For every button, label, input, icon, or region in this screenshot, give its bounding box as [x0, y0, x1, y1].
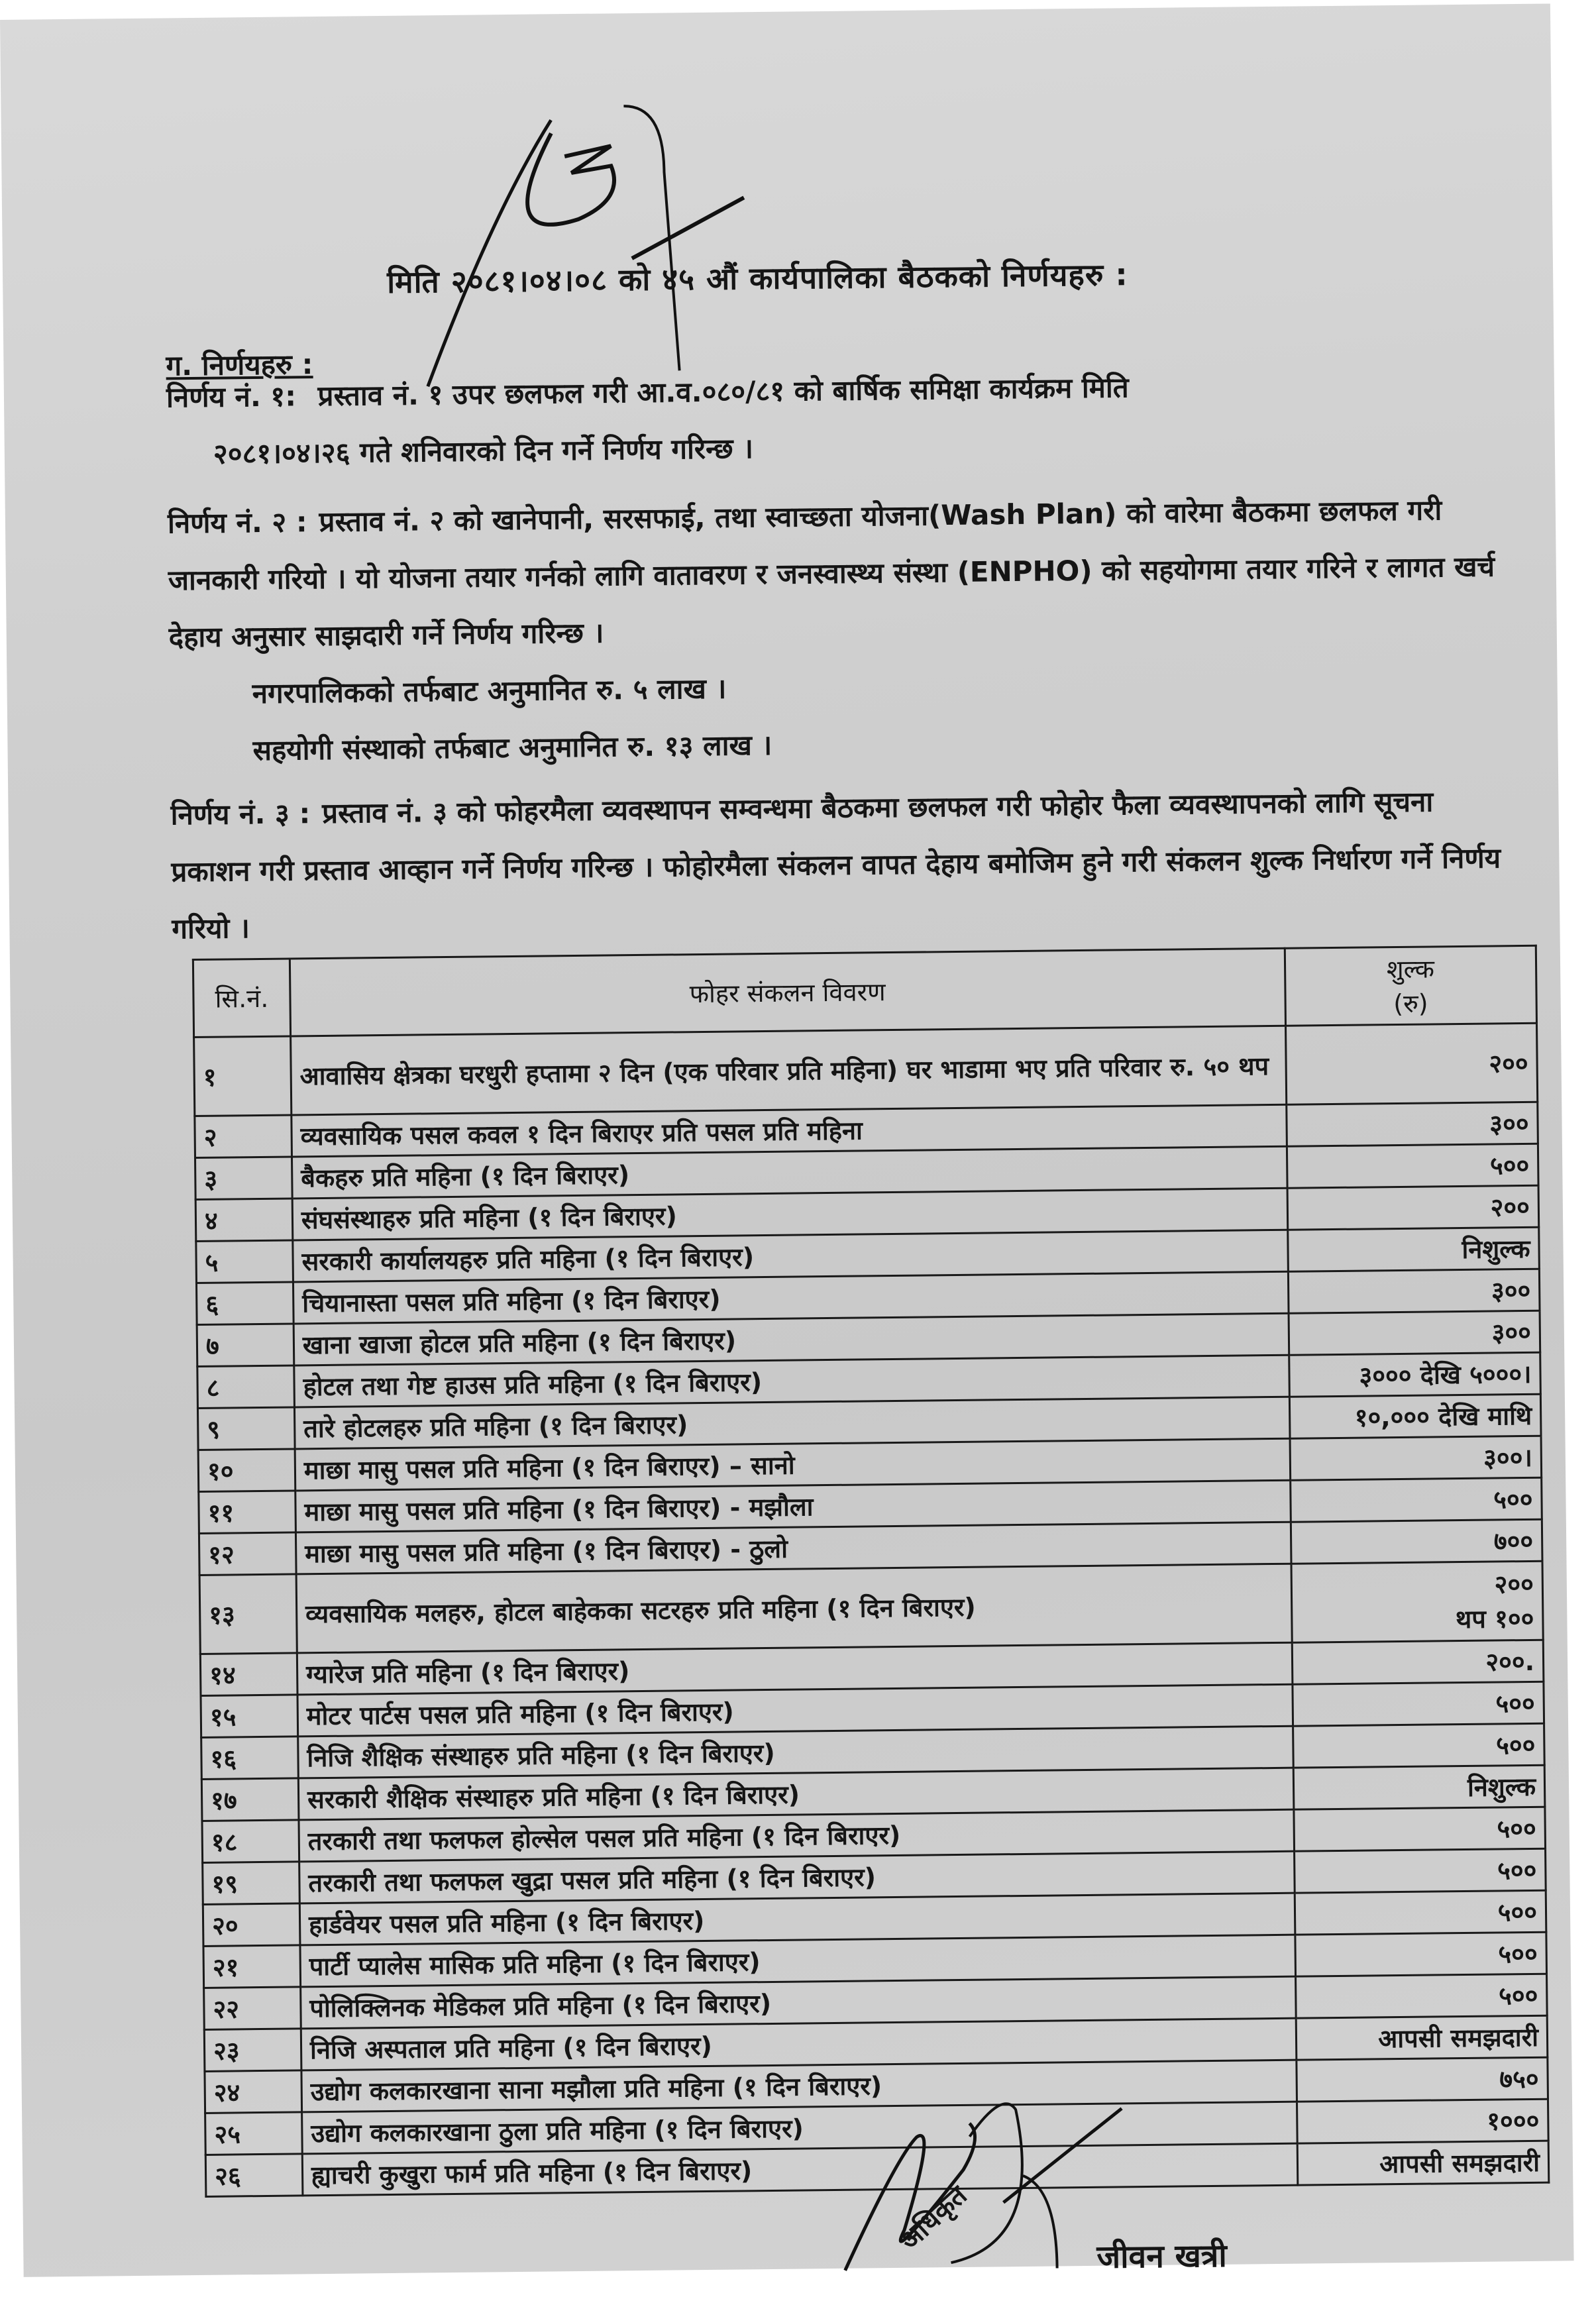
row-sn: ४	[195, 1199, 293, 1242]
decision-lead: निर्णय नं. २ :	[167, 506, 307, 540]
row-fee	[1287, 1144, 1538, 1188]
fee-value: १०,००० देखि माथि	[1354, 1401, 1532, 1432]
fee-value: ५००	[1497, 1855, 1537, 1886]
row-sn: २	[195, 1115, 292, 1158]
row-fee	[1291, 1561, 1544, 1642]
row-fee	[1292, 1682, 1544, 1726]
top-signature	[411, 91, 759, 393]
row-sn: २४	[205, 2070, 302, 2113]
decision-2	[168, 481, 1502, 780]
row-sn: १६	[201, 1737, 299, 1780]
fee-value: ५००	[1495, 1688, 1535, 1719]
fee-value: आपसी समझदारी	[1378, 2022, 1539, 2054]
decision-text: प्रस्ताव नं. २ को खानेपानी, सरसफाई, तथा स्वाच्छता योजना(Wash Plan) को वारेमा बैठकमा छलफल गरी जानकारी गरियो । यो योजना तयार गर्नको लागि वातावरण र जनस्वास्थ्य संस्था (ENPHO) को सहयोगमा तयार गरिने र लागत खर्च देहाय अनुसार साझदारी गर्ने निर्णय गरिन्छ ।	[168, 494, 1495, 654]
row-description: तारे होटलहरु प्रति महिना (१ दिन बिराएर)	[294, 1397, 1289, 1449]
fee-value: २००.	[1485, 1646, 1535, 1677]
row-fee	[1285, 1023, 1538, 1104]
row-description: खाना खाजा होटल प्रति महिना (१ दिन बिराएर)	[293, 1313, 1289, 1365]
row-sn: १२	[199, 1532, 296, 1576]
page-title: मिति २०८१।०४।०८ को ४५ औं कार्यपालिका बैठकको निर्णयहरु :	[386, 256, 1128, 300]
decision-text: २०८१।०४।२६ गते शनिवारको दिन गर्ने निर्णय गरिन्छ ।	[213, 432, 754, 470]
row-fee	[1293, 1807, 1545, 1851]
row-description: हार्डवेयर पसल प्रति महिना (१ दिन बिराएर)	[299, 1893, 1295, 1945]
fee-value: ३००	[1491, 1275, 1531, 1306]
fee-value: २००	[1494, 1569, 1534, 1599]
decision-text: प्रस्ताव नं. ३ को फोहरमैला व्यवस्थापन सम्वन्धमा बैठकमा छलफल गरी फोहोर फैला व्यवस्थापनको लागि सूचना प्रकाशन गरी प्रस्ताव आव्हान गर्ने निर्णय गरिन्छ । फोहोरमैला संकलन वापत देहाय बमोजिम हुने गरी संकलन शुल्क निर्धारण गर्ने निर्णय गरियो ।	[171, 785, 1501, 945]
row-sn: १३	[199, 1574, 297, 1654]
row-description: सरकारी शैक्षिक संस्थाहरु प्रति महिना (१ दिन बिराएर)	[298, 1768, 1293, 1820]
row-sn: १७	[201, 1778, 299, 1821]
fee-value: ५००	[1489, 1150, 1530, 1181]
row-fee	[1290, 1477, 1542, 1522]
row-description: मोटर पार्टस पसल प्रति महिना (१ दिन बिराएर)	[297, 1684, 1293, 1737]
fee-value: ३००	[1491, 1317, 1532, 1348]
row-description: बैकहरु प्रति महिना (१ दिन बिराएर)	[292, 1146, 1287, 1199]
signature-stroke	[1023, 2175, 1057, 2269]
signatory-title: अधिकृत	[894, 2180, 973, 2257]
fee-value: ७५०	[1499, 2064, 1539, 2094]
row-sn: ११	[199, 1491, 296, 1534]
row-fee	[1289, 1394, 1541, 1438]
decision-lead: निर्णय नं. ३ :	[170, 797, 311, 831]
fee-value: ३००० देखि ५०००।	[1359, 1359, 1532, 1391]
table-body	[194, 1023, 1549, 2196]
row-description: पार्टी प्यालेस मासिक प्रति महिना (१ दिन बिराएर)	[300, 1935, 1295, 1987]
signature-stroke	[1002, 2108, 1122, 2202]
fee-extra: थप १००	[1455, 1603, 1534, 1634]
header-description: फोहर संकलन विवरण	[290, 948, 1285, 1036]
row-description: व्यवसायिक पसल कवल १ दिन बिराएर प्रति पसल प्रति महिना	[292, 1104, 1287, 1157]
decision-text: प्रस्ताव नं. १ उपर छलफल गरी आ.व.०८०/८१ को बार्षिक समिक्षा कार्यक्रम मिति	[317, 371, 1129, 413]
row-sn: २५	[205, 2112, 303, 2155]
decision-3	[170, 773, 1504, 957]
cost-line: नगरपालिकको तर्फबाट अनुमानित रु. ५ लाख ।	[252, 672, 727, 710]
row-sn: १४	[200, 1653, 297, 1696]
row-sn: ८	[197, 1365, 295, 1409]
row-fee	[1286, 1102, 1538, 1146]
row-description: सरकारी कार्यालयहरु प्रति महिना (१ दिन बिराएर)	[293, 1230, 1288, 1282]
row-description: तरकारी तथा फलफल होल्सेल पसल प्रति महिना (१ दिन बिराएर)	[299, 1809, 1294, 1862]
cost-line: सहयोगी संस्थाको तर्फबाट अनुमानित रु. १३ लाख ।	[252, 728, 772, 767]
row-sn: १०	[198, 1449, 295, 1492]
row-sn: ५	[196, 1240, 293, 1283]
signature-stroke	[425, 120, 554, 386]
fee-value: ३००	[1489, 1108, 1529, 1139]
header-fee-label: शुल्क	[1386, 954, 1435, 985]
fee-value: आपसी समझदारी	[1379, 2147, 1540, 2179]
table-row	[199, 1561, 1543, 1654]
fee-value: २००	[1489, 1048, 1528, 1079]
fee-value: २००	[1490, 1192, 1530, 1222]
fee-value: ५००	[1498, 1939, 1538, 1969]
row-description: माछा मासु पसल प्रति महिना (१ दिन बिराएर) - ठुलो	[295, 1522, 1291, 1574]
row-description: तरकारी तथा फलफल खुद्रा पसल प्रति महिना (१ दिन बिराएर)	[299, 1851, 1295, 1903]
signature-stroke	[527, 133, 615, 225]
fee-value: निशुल्क	[1467, 1772, 1536, 1802]
fee-value: ५००	[1497, 1813, 1536, 1844]
row-description: संघसंस्थाहरु प्रति महिना (१ दिन बिराएर)	[292, 1188, 1287, 1240]
fee-table	[192, 945, 1550, 2198]
row-fee	[1291, 1519, 1542, 1564]
row-fee	[1287, 1185, 1539, 1230]
fee-value: ३००।	[1483, 1442, 1533, 1473]
table-header-row	[193, 945, 1536, 1037]
row-fee	[1293, 1723, 1544, 1768]
decision-1	[166, 355, 1499, 483]
row-description: ह्याचरी कुखुरा फार्म प्रति महिना (१ दिन बिराएर)	[302, 2143, 1297, 2196]
fee-value: ५००	[1495, 1730, 1536, 1760]
table-row	[194, 1023, 1538, 1116]
fee-value: ५००	[1497, 1897, 1538, 1927]
row-description: होटल तथा गेष्ट हाउस प्रति महिना (१ दिन बिराएर)	[294, 1355, 1289, 1407]
row-fee	[1289, 1352, 1540, 1397]
row-description: आवासिय क्षेत्रका घरधुरी हप्तामा २ दिन (एक परिवार प्रति महिना) घर भाडामा भए प्रति परिवार रु. ५० थप	[291, 1026, 1287, 1115]
row-fee	[1297, 2099, 1548, 2143]
row-sn: २०	[203, 1903, 300, 1947]
row-fee	[1296, 2015, 1548, 2060]
row-fee	[1288, 1269, 1540, 1313]
row-sn: २२	[204, 1987, 301, 2030]
row-fee	[1290, 1436, 1542, 1480]
row-description: व्यवसायिक मलहरु, होटल बाहेकका सटरहरु प्रति महिना (१ दिन बिराएर)	[296, 1564, 1292, 1653]
row-fee	[1296, 2057, 1548, 2102]
signature-stroke	[949, 2104, 1023, 2263]
fee-value: निशुल्क	[1462, 1234, 1530, 1264]
row-fee	[1295, 1974, 1547, 2018]
row-description: उद्योग कलकारखाना साना मझौला प्रति महिना (१ दिन बिराएर)	[301, 2060, 1297, 2112]
row-fee	[1295, 1932, 1546, 1976]
row-sn: ३	[195, 1157, 293, 1200]
fee-value: ५००	[1493, 1484, 1533, 1515]
header-sn: सि.नं.	[193, 959, 290, 1038]
fee-value: १०००	[1487, 2106, 1540, 2136]
row-fee	[1295, 1890, 1546, 1935]
row-fee	[1294, 1848, 1546, 1893]
row-fee	[1292, 1640, 1544, 1684]
row-sn: ६	[196, 1282, 293, 1325]
row-sn: १९	[203, 1862, 300, 1905]
row-fee	[1289, 1310, 1540, 1355]
row-sn: २१	[203, 1945, 301, 1988]
row-description: चियानास्ता पसल प्रति महिना (१ दिन बिराएर)	[293, 1271, 1288, 1324]
row-sn: १८	[202, 1820, 299, 1863]
row-description: माछा मासु पसल प्रति महिना (१ दिन बिराएर) - मझौला	[295, 1480, 1291, 1532]
row-fee	[1287, 1227, 1539, 1271]
signature-stroke	[631, 197, 745, 258]
row-description: निजि शैक्षिक संस्थाहरु प्रति महिना (१ दिन बिराएर)	[298, 1726, 1293, 1778]
row-sn: १५	[201, 1695, 298, 1738]
row-description: माछा मासु पसल प्रति महिना (१ दिन बिराएर) – सानो	[295, 1438, 1290, 1491]
header-fee	[1285, 945, 1537, 1026]
header-fee-unit: (रु)	[1393, 989, 1428, 1019]
row-sn: ९	[197, 1407, 295, 1450]
row-description: उद्योग कलकारखाना ठुला प्रति महिना (१ दिन बिराएर)	[302, 2102, 1297, 2154]
fee-value: ५००	[1498, 1980, 1538, 2011]
signatory-name: जीवन खत्री	[1096, 2237, 1228, 2276]
fee-value: ७००	[1493, 1526, 1534, 1556]
scanned-page	[0, 3, 1574, 2276]
row-fee	[1293, 1765, 1545, 1809]
row-fee	[1297, 2141, 1549, 2185]
row-description: पोलिक्लिनक मेडिकल प्रति महिना (१ दिन बिराएर)	[301, 1976, 1296, 2029]
section-label: ग. निर्णयहरु :	[166, 348, 313, 382]
row-description: निजि अस्पताल प्रति महिना (१ दिन बिराएर)	[301, 2018, 1296, 2070]
row-description: ग्यारेज प्रति महिना (१ दिन बिराएर)	[297, 1642, 1292, 1695]
row-sn: १	[194, 1036, 292, 1116]
row-sn: २३	[204, 2029, 301, 2072]
decision-lead: निर्णय नं. १:	[166, 380, 297, 414]
row-sn: ७	[197, 1324, 294, 1367]
row-sn: २६	[205, 2154, 303, 2197]
